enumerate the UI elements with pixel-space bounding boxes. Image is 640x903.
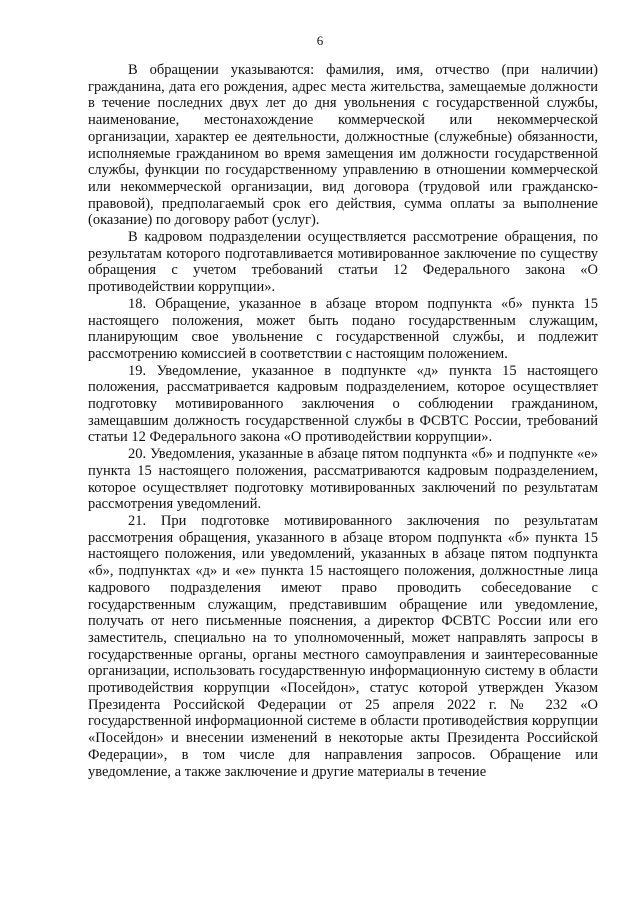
document-body [88, 62, 598, 780]
paragraph-item-20: 20. Уведомления, указанные в абзаце пятом подпункта «б» и подпункте «е» пункта 15 настоящего положения, рассматриваются кадровым подразделением, которое осуществляет подготовку мотивированных заключений по результатам рассмотрения уведомлений. [88, 446, 598, 513]
page-number: 6 [316, 33, 324, 48]
paragraph-application-contents: В обращении указываются: фамилия, имя, отчество (при наличии) гражданина, дата его рождения, адрес места жительства, замещаемые должности в течение последних двух лет до дня увольнения с государственной службы, наименование, местонахождение коммерческой или некоммерческой организации, характер ее деятельности, должностные (служебные) обязанности, исполняемые гражданином во время замещения им должности государственной службы, функции по государственному управлению в отношении коммерческой или некоммерческой организации, вид договора (трудовой или гражданско-правовой), предполагаемый срок его действия, сумма оплаты за выполнение (оказание) по договору работ (услуг). [88, 62, 598, 229]
paragraph-item-21: 21. При подготовке мотивированного заключения по результатам рассмотрения обращения, указанного в абзаце втором подпункта «б» пункта 15 настоящего положения, или уведомлений, указанных в абзаце пятом подпункта «б», подпунктах «д» и «е» пункта 15 настоящего положения, должностные лица кадрового подразделения имеют право проводить собеседование с государственным служащим, представившим обращение или уведомление, получать от него письменные пояснения, а директор ФСВТС России или его заместитель, специально на то уполномоченный, может направлять запросы в государственные органы, органы местного самоуправления и заинтересованные организации, использовать государственную информационную систему в области противодействия коррупции «Посейдон», статус которой утвержден Указом Президента Российской Федерации от 25 апреля 2022 г. № 232 «О государственной информационной системе в области противодействия коррупции «Посейдон» и внесении изменений в некоторые акты Президента Российской Федерации», в том числе для направления запросов. Обращение или уведомление, а также заключение и другие материалы в течение [88, 512, 598, 780]
paragraph-item-18: 18. Обращение, указанное в абзаце втором подпункта «б» пункта 15 настоящего положения, может быть подано государственным служащим, планирующим свое увольнение с государственной службы, и подлежит рассмотрению комиссией в соответствии с настоящим положением. [88, 295, 598, 362]
paragraph-hr-review: В кадровом подразделении осуществляется рассмотрение обращения, по результатам которого подготавливается мотивированное заключение по существу обращения с учетом требований статьи 12 Федерального закона «О противодействии коррупции». [88, 229, 598, 296]
paragraph-item-19: 19. Уведомление, указанное в подпункте «д» пункта 15 настоящего положения, рассматривается кадровым подразделением, которое осуществляет подготовку мотивированного заключения о соблюдении гражданином, замещавшим должность государственной службы в ФСВТС России, требований статьи 12 Федерального закона «О противодействии коррупции». [88, 362, 598, 446]
